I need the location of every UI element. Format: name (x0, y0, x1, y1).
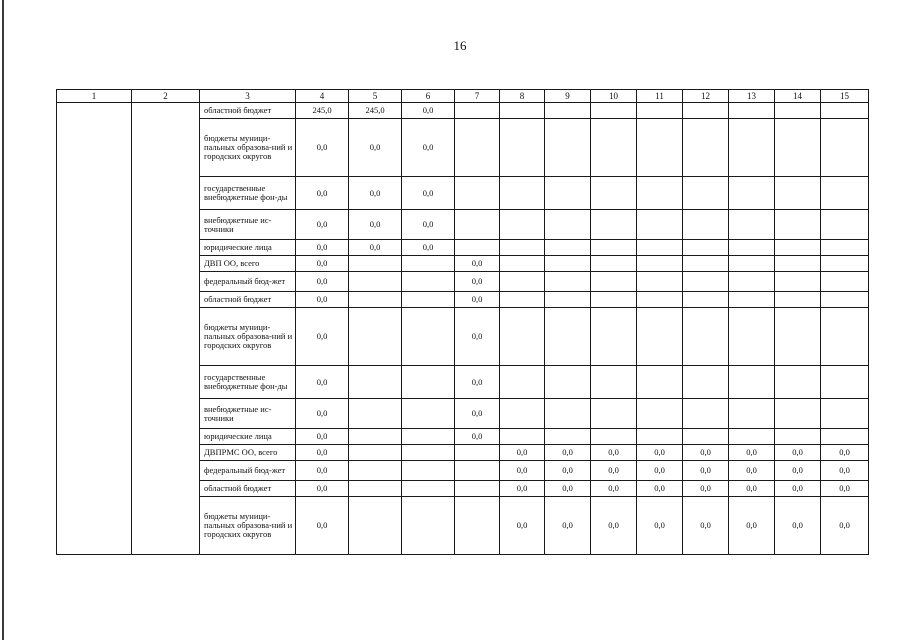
value-cell-col14 (775, 272, 821, 292)
value-cell-col4: 0,0 (296, 481, 349, 497)
value-cell-col6 (402, 399, 455, 429)
value-cell-col12 (683, 103, 729, 119)
value-cell-col8 (500, 308, 545, 366)
value-cell-col8 (500, 399, 545, 429)
value-cell-col15: 0,0 (821, 445, 869, 461)
value-cell-col5: 0,0 (349, 119, 402, 177)
value-cell-col11 (637, 292, 683, 308)
funding-source-label: ДВП ОО, всего (200, 256, 296, 272)
column-header: 5 (349, 90, 402, 103)
value-cell-col12: 0,0 (683, 497, 729, 555)
value-cell-col15 (821, 210, 869, 240)
value-cell-col13: 0,0 (729, 481, 775, 497)
value-cell-col7 (455, 240, 500, 256)
value-cell-col7 (455, 497, 500, 555)
value-cell-col13: 0,0 (729, 497, 775, 555)
value-cell-col8: 0,0 (500, 461, 545, 481)
column-header: 13 (729, 90, 775, 103)
value-cell-col9 (545, 292, 591, 308)
budget-table (56, 89, 869, 555)
value-cell-col5: 0,0 (349, 177, 402, 210)
value-cell-col15 (821, 119, 869, 177)
value-cell-col13: 0,0 (729, 461, 775, 481)
value-cell-col10 (591, 399, 637, 429)
table-header-row (57, 90, 869, 103)
column-header: 12 (683, 90, 729, 103)
value-cell-col7 (455, 103, 500, 119)
value-cell-col12 (683, 240, 729, 256)
value-cell-col6 (402, 461, 455, 481)
value-cell-col14 (775, 308, 821, 366)
value-cell-col15 (821, 292, 869, 308)
funding-source-label: областной бюджет (200, 481, 296, 497)
value-cell-col10 (591, 177, 637, 210)
value-cell-col10 (591, 292, 637, 308)
value-cell-col9 (545, 240, 591, 256)
value-cell-col13 (729, 308, 775, 366)
funding-source-label: бюджеты муници-пальных образова-ний и городских округов (200, 497, 296, 555)
value-cell-col7 (455, 119, 500, 177)
value-cell-col4: 0,0 (296, 119, 349, 177)
value-cell-col8: 0,0 (500, 445, 545, 461)
funding-source-label: ДВПРМС ОО, всего (200, 445, 296, 461)
value-cell-col8 (500, 119, 545, 177)
value-cell-col14 (775, 429, 821, 445)
funding-source-label: юридические лица (200, 429, 296, 445)
column-header: 1 (57, 90, 132, 103)
value-cell-col14: 0,0 (775, 481, 821, 497)
value-cell-col4: 0,0 (296, 177, 349, 210)
value-cell-col4: 0,0 (296, 240, 349, 256)
column-header: 15 (821, 90, 869, 103)
value-cell-col9 (545, 272, 591, 292)
value-cell-col15 (821, 103, 869, 119)
value-cell-col13 (729, 103, 775, 119)
value-cell-col11 (637, 177, 683, 210)
value-cell-col5 (349, 429, 402, 445)
value-cell-col11 (637, 308, 683, 366)
value-cell-col9 (545, 429, 591, 445)
value-cell-col13 (729, 177, 775, 210)
value-cell-col5 (349, 366, 402, 399)
value-cell-col8: 0,0 (500, 497, 545, 555)
value-cell-col12 (683, 429, 729, 445)
value-cell-col10 (591, 308, 637, 366)
value-cell-col6 (402, 429, 455, 445)
value-cell-col5 (349, 445, 402, 461)
value-cell-col7: 0,0 (455, 399, 500, 429)
value-cell-col4: 0,0 (296, 292, 349, 308)
value-cell-col14 (775, 177, 821, 210)
column-header: 4 (296, 90, 349, 103)
value-cell-col6: 0,0 (402, 119, 455, 177)
value-cell-col4: 0,0 (296, 366, 349, 399)
value-cell-col6: 0,0 (402, 240, 455, 256)
value-cell-col10 (591, 272, 637, 292)
value-cell-col4: 0,0 (296, 399, 349, 429)
value-cell-col10 (591, 240, 637, 256)
value-cell-col11 (637, 240, 683, 256)
value-cell-col6 (402, 308, 455, 366)
value-cell-col5: 0,0 (349, 210, 402, 240)
funding-source-label: внебюджетные ис-точники (200, 399, 296, 429)
value-cell-col9: 0,0 (545, 497, 591, 555)
value-cell-col5 (349, 399, 402, 429)
funding-source-label: юридические лица (200, 240, 296, 256)
value-cell-col8 (500, 103, 545, 119)
value-cell-col4: 0,0 (296, 308, 349, 366)
value-cell-col9 (545, 103, 591, 119)
value-cell-col11 (637, 366, 683, 399)
value-cell-col12: 0,0 (683, 481, 729, 497)
funding-source-label: государственные внебюджетные фон-ды (200, 366, 296, 399)
value-cell-col7: 0,0 (455, 429, 500, 445)
value-cell-col12 (683, 177, 729, 210)
value-cell-col14: 0,0 (775, 461, 821, 481)
value-cell-col5 (349, 292, 402, 308)
value-cell-col7 (455, 481, 500, 497)
value-cell-col13 (729, 399, 775, 429)
value-cell-col14 (775, 292, 821, 308)
value-cell-col11 (637, 119, 683, 177)
value-cell-col14 (775, 240, 821, 256)
funding-source-label: внебюджетные ис-точники (200, 210, 296, 240)
funding-source-label: федеральный бюд-жет (200, 461, 296, 481)
value-cell-col13 (729, 366, 775, 399)
value-cell-col6 (402, 272, 455, 292)
value-cell-col6 (402, 366, 455, 399)
value-cell-col14: 0,0 (775, 497, 821, 555)
value-cell-col11 (637, 103, 683, 119)
value-cell-col7: 0,0 (455, 256, 500, 272)
value-cell-col11 (637, 210, 683, 240)
value-cell-col5 (349, 461, 402, 481)
value-cell-col15 (821, 399, 869, 429)
value-cell-col10 (591, 256, 637, 272)
value-cell-col9: 0,0 (545, 445, 591, 461)
value-cell-col9: 0,0 (545, 481, 591, 497)
value-cell-col7 (455, 210, 500, 240)
value-cell-col11: 0,0 (637, 461, 683, 481)
funding-source-label: областной бюджет (200, 103, 296, 119)
value-cell-col12 (683, 119, 729, 177)
value-cell-col6: 0,0 (402, 103, 455, 119)
value-cell-col9: 0,0 (545, 461, 591, 481)
value-cell-col15: 0,0 (821, 497, 869, 555)
value-cell-col9 (545, 366, 591, 399)
value-cell-col7: 0,0 (455, 366, 500, 399)
value-cell-col14 (775, 210, 821, 240)
value-cell-col13 (729, 210, 775, 240)
value-cell-col11: 0,0 (637, 481, 683, 497)
value-cell-col6: 0,0 (402, 177, 455, 210)
funding-source-label: федеральный бюд-жет (200, 272, 296, 292)
value-cell-col9 (545, 210, 591, 240)
value-cell-col11: 0,0 (637, 497, 683, 555)
value-cell-col13 (729, 119, 775, 177)
value-cell-col11 (637, 429, 683, 445)
value-cell-col6 (402, 481, 455, 497)
page-binding-line (2, 0, 4, 640)
value-cell-col14 (775, 256, 821, 272)
value-cell-col12 (683, 292, 729, 308)
value-cell-col14: 0,0 (775, 445, 821, 461)
value-cell-col13 (729, 292, 775, 308)
value-cell-col4: 0,0 (296, 210, 349, 240)
value-cell-col11 (637, 256, 683, 272)
value-cell-col5: 245,0 (349, 103, 402, 119)
value-cell-col15 (821, 429, 869, 445)
row-group-cell-col2 (132, 103, 200, 555)
funding-source-label: государственные внебюджетные фон-ды (200, 177, 296, 210)
value-cell-col12 (683, 272, 729, 292)
value-cell-col13 (729, 272, 775, 292)
value-cell-col15 (821, 240, 869, 256)
value-cell-col9 (545, 256, 591, 272)
value-cell-col12 (683, 399, 729, 429)
column-header: 11 (637, 90, 683, 103)
value-cell-col10: 0,0 (591, 461, 637, 481)
value-cell-col10: 0,0 (591, 481, 637, 497)
value-cell-col5 (349, 272, 402, 292)
value-cell-col7: 0,0 (455, 272, 500, 292)
value-cell-col13 (729, 240, 775, 256)
value-cell-col13 (729, 429, 775, 445)
value-cell-col10 (591, 429, 637, 445)
value-cell-col12 (683, 256, 729, 272)
value-cell-col15: 0,0 (821, 461, 869, 481)
value-cell-col6 (402, 292, 455, 308)
value-cell-col8: 0,0 (500, 481, 545, 497)
value-cell-col4: 0,0 (296, 429, 349, 445)
value-cell-col8 (500, 240, 545, 256)
value-cell-col7: 0,0 (455, 308, 500, 366)
value-cell-col6 (402, 445, 455, 461)
value-cell-col5 (349, 497, 402, 555)
value-cell-col7 (455, 461, 500, 481)
funding-source-label: областной бюджет (200, 292, 296, 308)
value-cell-col7: 0,0 (455, 292, 500, 308)
value-cell-col10 (591, 103, 637, 119)
value-cell-col7 (455, 177, 500, 210)
value-cell-col6: 0,0 (402, 210, 455, 240)
column-header: 7 (455, 90, 500, 103)
value-cell-col5 (349, 256, 402, 272)
value-cell-col11 (637, 399, 683, 429)
value-cell-col11: 0,0 (637, 445, 683, 461)
column-header: 3 (200, 90, 296, 103)
value-cell-col15 (821, 177, 869, 210)
value-cell-col14 (775, 366, 821, 399)
value-cell-col8 (500, 292, 545, 308)
column-header: 2 (132, 90, 200, 103)
value-cell-col9 (545, 308, 591, 366)
value-cell-col8 (500, 366, 545, 399)
value-cell-col7 (455, 445, 500, 461)
column-header: 6 (402, 90, 455, 103)
value-cell-col9 (545, 399, 591, 429)
page-number: 16 (453, 38, 467, 53)
value-cell-col10 (591, 119, 637, 177)
value-cell-col4: 0,0 (296, 256, 349, 272)
value-cell-col12 (683, 210, 729, 240)
value-cell-col15 (821, 308, 869, 366)
value-cell-col15: 0,0 (821, 481, 869, 497)
value-cell-col12 (683, 308, 729, 366)
value-cell-col4: 0,0 (296, 461, 349, 481)
value-cell-col8 (500, 256, 545, 272)
column-header: 8 (500, 90, 545, 103)
value-cell-col12 (683, 366, 729, 399)
value-cell-col11 (637, 272, 683, 292)
value-cell-col8 (500, 272, 545, 292)
value-cell-col13: 0,0 (729, 445, 775, 461)
funding-source-label: бюджеты муници-пальных образова-ний и городских округов (200, 119, 296, 177)
value-cell-col14 (775, 119, 821, 177)
value-cell-col4: 245,0 (296, 103, 349, 119)
value-cell-col15 (821, 256, 869, 272)
value-cell-col14 (775, 399, 821, 429)
row-group-cell-col1 (57, 103, 132, 555)
value-cell-col8 (500, 177, 545, 210)
column-header: 14 (775, 90, 821, 103)
value-cell-col4: 0,0 (296, 272, 349, 292)
funding-source-label: бюджеты муници-пальных образова-ний и городских округов (200, 308, 296, 366)
value-cell-col4: 0,0 (296, 497, 349, 555)
value-cell-col10 (591, 366, 637, 399)
value-cell-col6 (402, 256, 455, 272)
value-cell-col15 (821, 366, 869, 399)
value-cell-col6 (402, 497, 455, 555)
column-header: 9 (545, 90, 591, 103)
value-cell-col10 (591, 210, 637, 240)
column-header: 10 (591, 90, 637, 103)
value-cell-col10: 0,0 (591, 497, 637, 555)
value-cell-col9 (545, 119, 591, 177)
value-cell-col13 (729, 256, 775, 272)
value-cell-col9 (545, 177, 591, 210)
value-cell-col10: 0,0 (591, 445, 637, 461)
table-row (57, 103, 869, 119)
value-cell-col12: 0,0 (683, 445, 729, 461)
value-cell-col5: 0,0 (349, 240, 402, 256)
value-cell-col5 (349, 481, 402, 497)
value-cell-col8 (500, 210, 545, 240)
value-cell-col14 (775, 103, 821, 119)
value-cell-col5 (349, 308, 402, 366)
value-cell-col15 (821, 272, 869, 292)
value-cell-col8 (500, 429, 545, 445)
value-cell-col4: 0,0 (296, 445, 349, 461)
value-cell-col12: 0,0 (683, 461, 729, 481)
